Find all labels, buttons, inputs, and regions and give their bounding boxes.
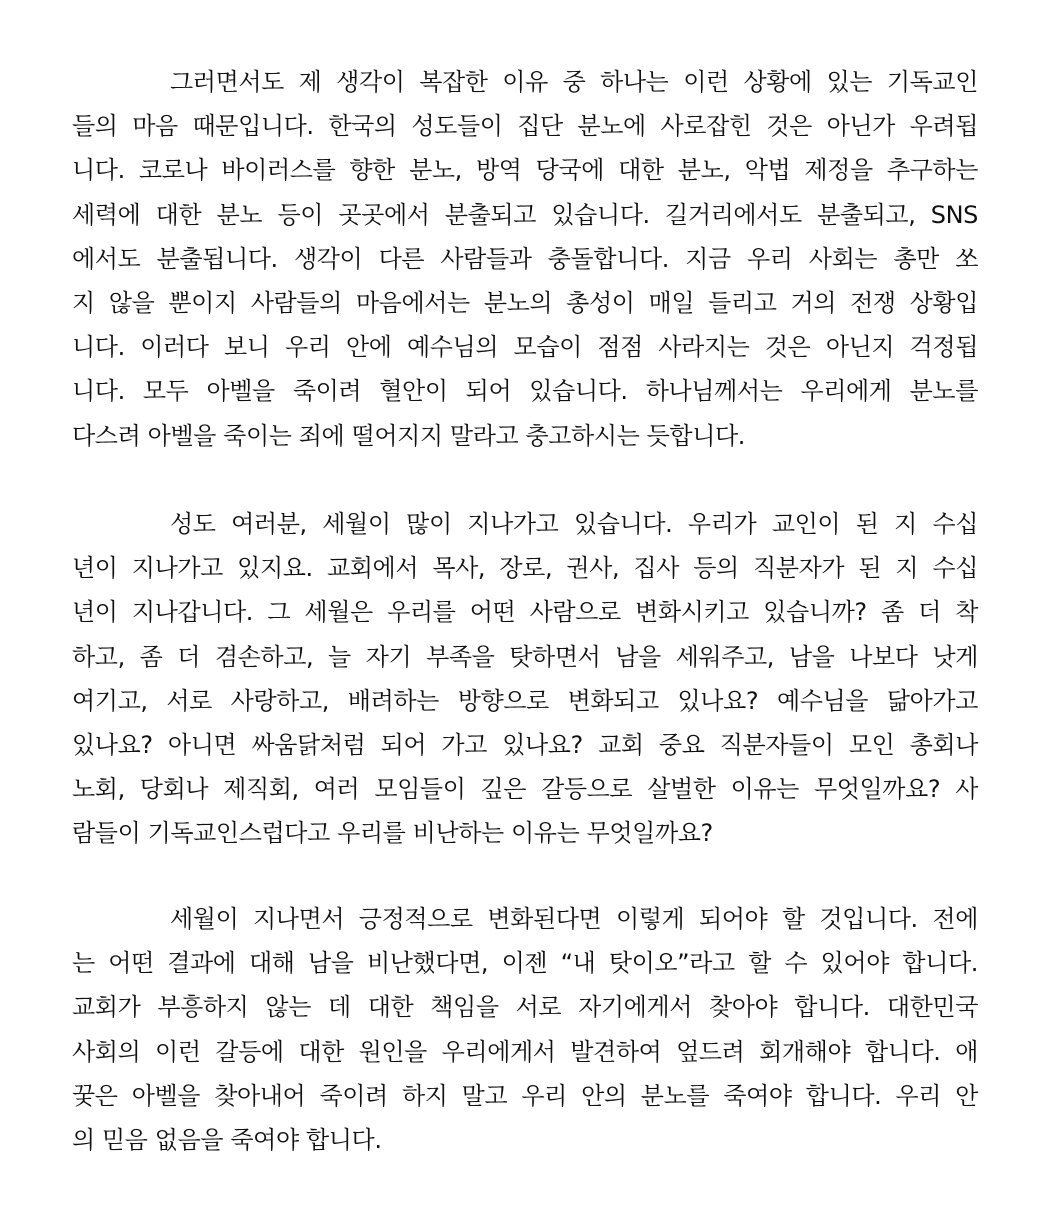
- text-line: 의 믿음 없음을 죽여야 합니다.: [72, 1125, 382, 1154]
- text-line: 노회, 당회나 제직회, 여러 모임들이 깊은 갈등으로 살벌한 이유는 무엇일까요? 사: [72, 775, 978, 804]
- text-line: 꿎은 아벨을 찾아내어 죽이려 하지 말고 우리 안의 분노를 죽여야 합니다. 우리 안: [72, 1081, 978, 1110]
- text-line: 세력에 대한 분노 등이 곳곳에서 분출되고 있습니다. 길거리에서도 분출되고, SNS: [72, 200, 978, 229]
- text-line: 지 않을 뿐이지 사람들의 마음에서는 분노의 총성이 매일 들리고 거의 전쟁 상황입: [72, 288, 978, 317]
- paragraph-2: [72, 502, 978, 856]
- text-line: 교회가 부흥하지 않는 데 대한 책임을 서로 자기에게서 찾아야 합니다. 대한민국: [72, 993, 978, 1022]
- text-line: 들의 마음 때문입니다. 한국의 성도들이 집단 분노에 사로잡힌 것은 아닌가 우려됩: [72, 112, 978, 141]
- text-line: 니다. 모두 아벨을 죽이려 혈안이 되어 있습니다. 하나님께서는 우리에게 분노를: [72, 377, 978, 406]
- paragraph-3: [72, 897, 978, 1162]
- text-line: 년이 지나갑니다. 그 세월은 우리를 어떤 사람으로 변화시키고 있습니까? 좀 더 착: [72, 598, 978, 627]
- paragraph-1: [72, 60, 978, 458]
- text-line: 여기고, 서로 사랑하고, 배려하는 방향으로 변화되고 있나요? 예수님을 닮아가고: [72, 686, 978, 715]
- text-line: 있나요? 아니면 싸움닭처럼 되어 가고 있나요? 교회 중요 직분자들이 모인 총회나: [72, 730, 978, 759]
- text-line: 성도 여러분, 세월이 많이 지나가고 있습니다. 우리가 교인이 된 지 수십: [170, 510, 978, 538]
- text-line: 는 어떤 결과에 대해 남을 비난했다면, 이젠 “내 탓이오”라고 할 수 있어야 합니다.: [72, 949, 978, 978]
- text-line: 니다. 코로나 바이러스를 향한 분노, 방역 당국에 대한 분노, 악법 제정을 추구하는: [72, 156, 978, 185]
- text-line: 년이 지나가고 있지요. 교회에서 목사, 장로, 권사, 집사 등의 직분자가 된 지 수십: [72, 554, 978, 583]
- text-line: 하고, 좀 더 겸손하고, 늘 자기 부족을 탓하면서 남을 세워주고, 남을 나보다 낫게: [72, 642, 978, 671]
- text-line: 세월이 지나면서 긍정적으로 변화된다면 이렇게 되어야 할 것입니다. 전에: [170, 905, 978, 933]
- text-line: 사회의 이런 갈등에 대한 원인을 우리에게서 발견하여 엎드려 회개해야 합니다. 애: [72, 1037, 978, 1066]
- text-line: 그러면서도 제 생각이 복잡한 이유 중 하나는 이런 상황에 있는 기독교인: [170, 68, 978, 96]
- text-line: 에서도 분출됩니다. 생각이 다른 사람들과 충돌합니다. 지금 우리 사회는 총만 쏘: [72, 244, 978, 273]
- text-line: 람들이 기독교인스럽다고 우리를 비난하는 이유는 무엇일까요?: [72, 819, 713, 848]
- text-line: 니다. 이러다 보니 우리 안에 예수님의 모습이 점점 사라지는 것은 아닌지 걱정됩: [72, 333, 978, 362]
- text-line: 다스려 아벨을 죽이는 죄에 떨어지지 말라고 충고하시는 듯합니다.: [72, 421, 745, 450]
